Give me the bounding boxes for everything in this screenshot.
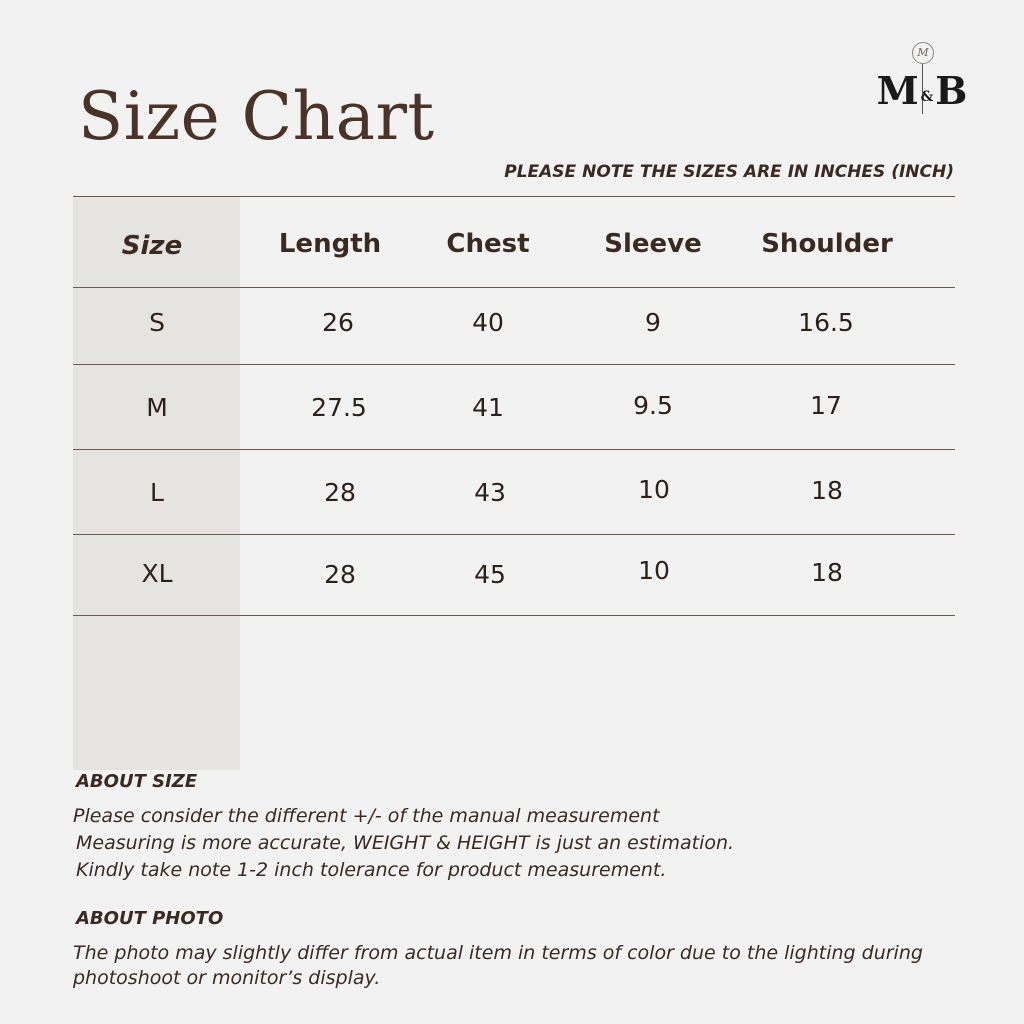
header-chest: Chest [446, 229, 530, 259]
about-size-line: Kindly take note 1-2 inch tolerance for product measurement. [76, 859, 667, 881]
cell-size: XL [141, 559, 173, 588]
header-length: Length [278, 229, 382, 259]
table-row-rule [73, 534, 955, 535]
cell-size: L [150, 478, 164, 507]
brand-letter-left: M [876, 68, 919, 113]
about-size-line: Please consider the different +/- of the manual measurement [73, 805, 660, 827]
cell-chest: 41 [472, 393, 504, 422]
cell-shoulder: 18 [811, 558, 843, 587]
table-row-rule [73, 364, 955, 365]
cell-size: M [146, 393, 168, 422]
brand-logo [868, 40, 978, 120]
about-photo-line: The photo may slightly differ from actual item in terms of color due to the lighting during [73, 942, 923, 964]
table-row-rule [73, 449, 955, 450]
cell-shoulder: 18 [811, 476, 843, 505]
cell-sleeve: 10 [638, 556, 670, 585]
page-title: Size Chart [78, 78, 435, 155]
table-header-rule [73, 287, 955, 288]
cell-chest: 43 [474, 478, 506, 507]
cell-chest: 45 [474, 560, 506, 589]
cell-length: 28 [324, 560, 356, 589]
brand-letter-right: B [935, 68, 968, 113]
brand-emblem-icon: M [912, 42, 934, 64]
header-size: Size [121, 231, 183, 261]
header-sleeve: Sleeve [604, 229, 702, 259]
cell-length: 26 [322, 308, 354, 337]
brand-wordmark [868, 68, 976, 113]
cell-sleeve: 9 [645, 308, 661, 337]
table-top-rule [73, 196, 955, 197]
cell-sleeve: 9.5 [633, 391, 673, 420]
cell-shoulder: 17 [810, 391, 842, 420]
about-photo-line: photoshoot or monitor’s display. [73, 967, 381, 989]
brand-ampersand: & [920, 88, 934, 105]
cell-chest: 40 [472, 308, 504, 337]
cell-length: 27.5 [311, 393, 367, 422]
table-bottom-rule [73, 615, 955, 616]
cell-length: 28 [324, 478, 356, 507]
units-note: PLEASE NOTE THE SIZES ARE IN INCHES (INCH) [504, 162, 954, 182]
about-photo-heading: ABOUT PHOTO [76, 908, 224, 929]
about-size-heading: ABOUT SIZE [76, 771, 198, 792]
about-size-line: Measuring is more accurate, WEIGHT & HEIGHT is just an estimation. [76, 832, 735, 854]
header-shoulder: Shoulder [761, 229, 893, 259]
cell-shoulder: 16.5 [798, 308, 854, 337]
cell-sleeve: 10 [638, 475, 670, 504]
cell-size: S [149, 308, 165, 337]
